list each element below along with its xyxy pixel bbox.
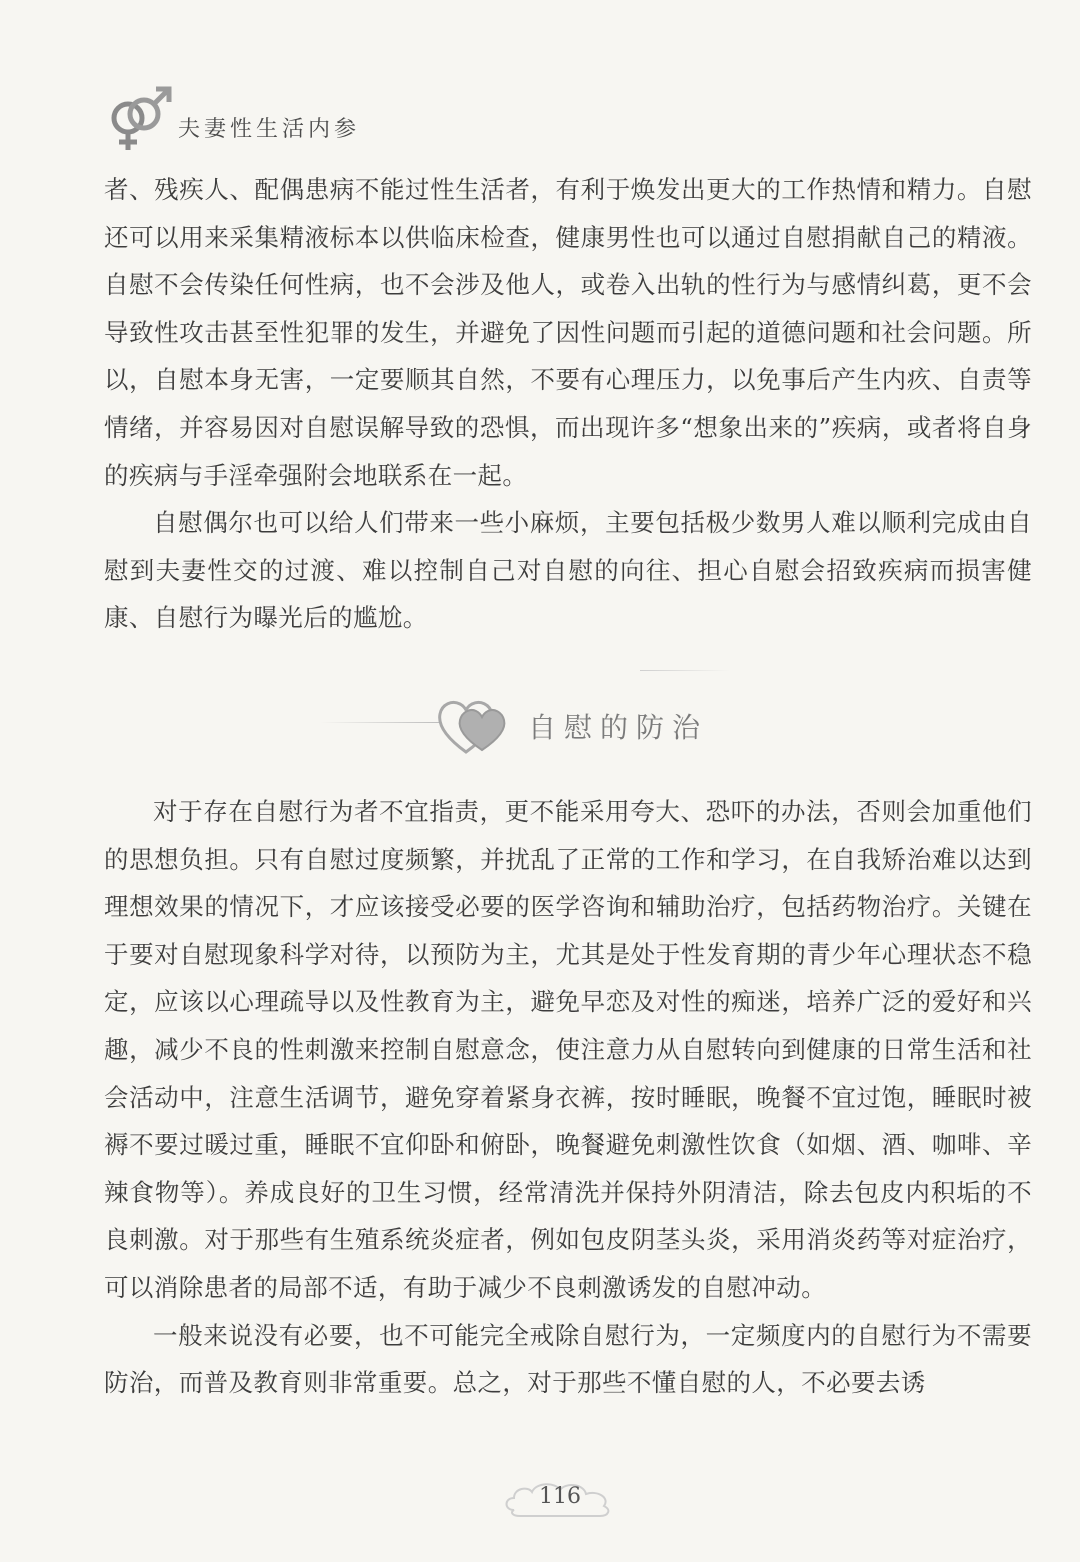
page-footer: [500, 1476, 620, 1520]
section-heading-title: 自慰的防治: [528, 711, 709, 744]
body-text-section-1: [104, 166, 1032, 642]
paragraph: 者、残疾人、配偶患病不能过性生活者，有利于焕发出更大的工作热情和精力。自慰还可以用来采集精液标本以供临床检查，健康男性也可以通过自慰捐献自己的精液。自慰不会传染任何性病，也不会涉及他人，或卷入出轨的性行为与感情纠葛，更不会导致性攻击甚至性犯罪的发生，并避免了因性问题而引起的道德问题和社会问题。所以，自慰本身无害，一定要顺其自然，不要有心理压力，以免事后产生内疚、自责等情绪，并容易因对自慰误解导致的恐惧，而出现许多“想象出来的”疾病，或者将自身的疾病与手淫牵强附会地联系在一起。: [104, 175, 1032, 490]
gender-symbols-icon: [104, 80, 184, 160]
paragraph: 自慰偶尔也可以给人们带来一些小麻烦，主要包括极少数男人难以顺利完成由自慰到夫妻性交的过渡、难以控制自己对自慰的向往、担心自慰会招致疾病而损害健康、自慰行为曝光后的尴尬。: [104, 508, 1032, 633]
heading-decoration-line: [640, 670, 730, 671]
heading-decoration-line: [320, 722, 440, 723]
paragraph: 一般来说没有必要，也不可能完全戒除自慰行为，一定频度内的自慰行为不需要防治，而普及教育则非常重要。总之，对于那些不懂自慰的人，不必要去诱: [104, 1320, 1032, 1398]
paragraph: 对于存在自慰行为者不宜指责，更不能采用夸大、恐吓的办法，否则会加重他们的思想负担。只有自慰过度频繁，并扰乱了正常的工作和学习，在自我矫治难以达到理想效果的情况下，才应该接受必要的医学咨询和辅助治疗，包括药物治疗。关键在于要对自慰现象科学对待，以预防为主，尤其是处于性发育期的青少年心理状态不稳定，应该以心理疏导以及性教育为主，避免早恋及对性的痴迷，培养广泛的爱好和兴趣，减少不良的性刺激来控制自慰意念，使注意力从自慰转向到健康的日常生活和社会活动中，注意生活调节，避免穿着紧身衣裤，按时睡眠，晚餐不宜过饱，睡眠时被褥不要过暖过重，睡眠不宜仰卧和俯卧，晚餐避免刺激性饮食（如烟、酒、咖啡、辛辣食物等）。养成良好的卫生习惯，经常清洗并保持外阴清洁，除去包皮内积垢的不良刺激。对于那些有生殖系统炎症者，例如包皮阴茎头炎，采用消炎药等对症治疗，可以消除患者的局部不适，有助于减少不良刺激诱发的自慰冲动。: [104, 797, 1032, 1302]
hearts-icon: [436, 690, 516, 760]
running-header-title: 夫妻性生活内参: [178, 117, 361, 142]
body-text-section-2: [104, 788, 1032, 1407]
page-number: 116: [539, 1484, 581, 1509]
running-header: [104, 80, 504, 160]
section-heading: [300, 670, 760, 780]
